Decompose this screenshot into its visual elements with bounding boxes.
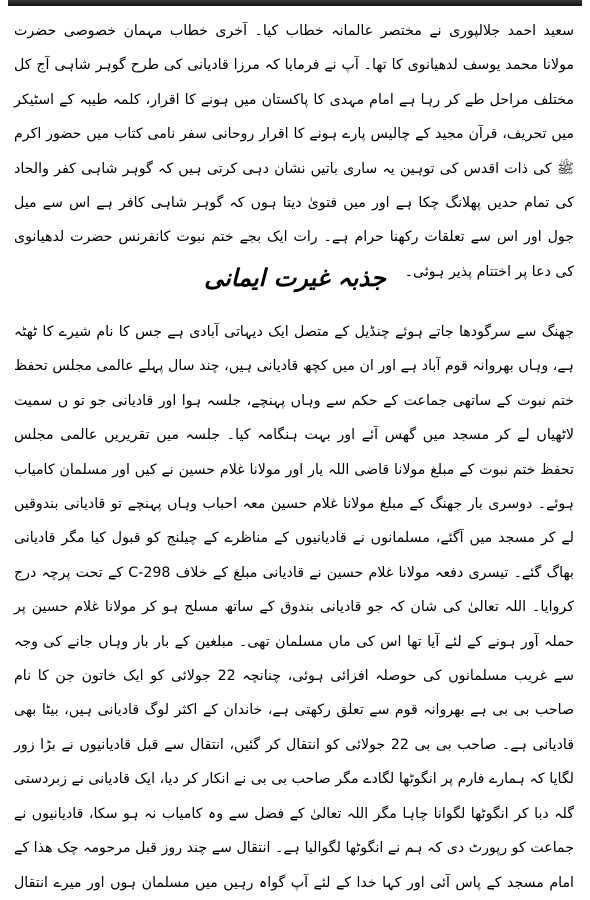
section-heading-block [8, 263, 582, 292]
document-page [8, 0, 582, 891]
section-heading: جذبہ غیرت ایمانی [204, 263, 386, 292]
body-paragraph-block [14, 315, 574, 900]
top-paragraph-block [14, 14, 574, 289]
body-paragraph: جھنگ سے سرگودھا جاتے ہوئے چنڈیل کے متصل ایک دیہاتی آبادی ہے جس کا نام شیرے کا ٹھٹہ ہے، وہاں بھروانہ قوم آباد ہے اور ان میں کچھ قادیانی ہیں، چند سال پہلے عالمی مجلس تحفظ ختم نبوت کے ساتھی جماعت کے حکم سے وہاں پہنچے، جلسہ ہوا اور قادیانی جو تو ں سمیت لاٹھیاں لے کر مسجد میں گھس آئے اور بہت ہنگامہ کیا۔ جلسہ میں تقریریں عالمی مجلس تحفظ ختم نبوت کے مبلغ مولانا قاضی اللہ یار اور مولانا غلام حسین نے کیں اور مسلمان کامیاب ہوئے۔ دوسری بار جھنگ کے مبلغ مولانا غلام حسین معہ احباب وہاں پہنچے تو قادیانی بندوقیں لے کر مسجد میں آگئے، مسلمانوں نے قادیانیوں کے مناظرے کے چیلنج کو قبول کیا مگر قادیانی بھاگ گئے۔ تیسری دفعہ مولانا غلام حسین نے قادیانی مبلغ کے خلاف 298-C کے تحت پرچہ درج کروایا۔ اللہ تعالیٰ کی شان کہ جو قادیانی بندوق کے ساتھ مسلح ہو کر مولانا غلام حسین پر حملہ آور ہونے کے لئے آیا تھا اس کی ماں مسلمان تھی۔ مبلغین کے بار بار وہاں جانے کی وجہ سے غریب مسلمانوں کی حوصلہ افزائی ہوئی، چنانچہ 22 جولائی کو ایک خاتون جن کا نام صاحب بی بی ہے بھروانہ قوم سے تعلق رکھتی ہے، خاندان کے اکثر لوگ قادیانی ہیں، بیٹا بھی قادیانی ہے۔ صاحب بی بی 22 جولائی کو انتقال کر گئیں، انتقال سے قبل قادیانیوں نے بڑا زور لگایا کہ ہمارے فارم پر انگوٹھا لگادے مگر صاحب بی بی نے انکار کر دیا، ایک قادیانی نے زبردستی گلہ دبا کر انگوٹھا لگوانا چاہا مگر اللہ تعالیٰ کے فضل سے وہ کامیاب نہ ہو سکا، قادیانیوں نے جماعت کو رپورٹ دی کہ ہم نے انگوٹھا لگوالیا ہے۔ انتقال سے چند روز قبل مرحومہ چک ھذا کے امام مسجد کے پاس آئی اور کہا خدا کے لئے آپ گواہ رہیں میں مسلمان ہوں اور میرے انتقال [14, 324, 575, 891]
top-paragraph: سعید احمد جلالپوری نے مختصر عالمانہ خطاب کیا۔ آخری خطاب مہمان خصوصی حضرت مولانا محمد یوسف لدھیانوی کا تھا۔ آپ نے فرمایا کہ مرزا قادیانی کی طرح گوہر شاہی آج کل مختلف مراحل طے کر رہا ہے امام مہدی کا پاکستان میں ہونے کا اقرار، کلمہ طیبہ کے اسٹیکر میں تحریف، قرآن مجید کے چالیس پارے ہونے کا اقرار روحانی سفر نامی کتاب میں حضور اکرم ﷺ کی ذات اقدس کی توہین یہ ساری باتیں نشان دہی کرتی ہیں کہ گوہر شاہی کفر والحاد کی تمام حدیں پھلانگ چکا ہے اور میں فتویٰ دیتا ہوں کہ گوہر شاہی کافر ہے اس سے میل جول اور اس سے تعلقات رکھنا حرام ہے۔ رات ایک بجے ختم نبوت کانفرنس حضرت لدھیانوی کی دعا پر اختتام پذیر ہوئی۔ [14, 23, 574, 280]
